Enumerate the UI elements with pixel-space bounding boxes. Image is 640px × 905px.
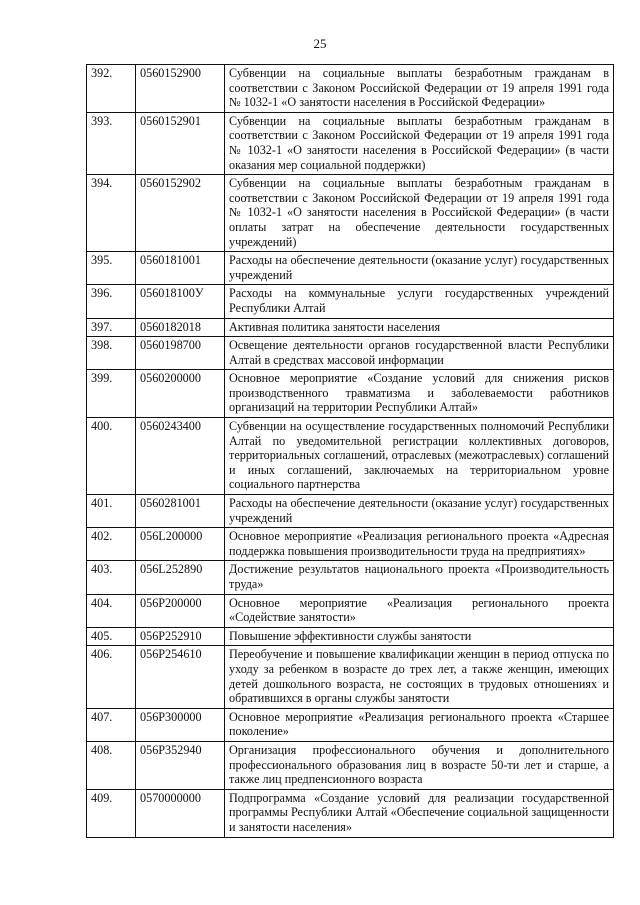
budget-code: 0560243400: [136, 418, 225, 495]
row-number: 408.: [87, 741, 136, 789]
table-row: [87, 495, 614, 528]
expense-name: Основное мероприятие «Реализация регионального проекта «Старшее поколение»: [225, 708, 614, 741]
row-number: 409.: [87, 789, 136, 837]
row-number: 395.: [87, 252, 136, 285]
expense-name: Субвенции на социальные выплаты безработным гражданам в соответствии с Законом Российской Федерации от 19 апреля 1991 года № 1032-1 «О занятости населения в Российской Федерации»: [225, 65, 614, 113]
table-row: [87, 528, 614, 561]
expense-name: Расходы на обеспечение деятельности (оказание услуг) государственных учреждений: [225, 252, 614, 285]
row-number: 406.: [87, 646, 136, 708]
expense-name: Повышение эффективности службы занятости: [225, 627, 614, 646]
table-row: [87, 112, 614, 174]
expense-name: Переобучение и повышение квалификации женщин в период отпуска по уходу за ребенком в возрасте до трех лет, а также женщин, имеющих детей дошкольного возраста, не состоящих в трудовых отношениях и обратившихся в органы службы занятости: [225, 646, 614, 708]
budget-code: 0560152901: [136, 112, 225, 174]
row-number: 394.: [87, 175, 136, 252]
table-row: [87, 252, 614, 285]
table-row: [87, 708, 614, 741]
expense-name: Основное мероприятие «Создание условий для снижения рисков производственного травматизма и заболеваемости работников организаций на территории Республики Алтай»: [225, 370, 614, 418]
expense-name: Основное мероприятие «Реализация регионального проекта «Содействие занятости»: [225, 594, 614, 627]
budget-code: 0560200000: [136, 370, 225, 418]
table-row: [87, 175, 614, 252]
row-number: 398.: [87, 337, 136, 370]
expense-name: Расходы на коммунальные услуги государственных учреждений Республики Алтай: [225, 285, 614, 318]
budget-code: 056P254610: [136, 646, 225, 708]
expense-name: Расходы на обеспечение деятельности (оказание услуг) государственных учреждений: [225, 495, 614, 528]
row-number: 393.: [87, 112, 136, 174]
expense-name: Подпрограмма «Создание условий для реализации государственной программы Республики Алтай «Обеспечение социальной защищенности и занятости населения»: [225, 789, 614, 837]
row-number: 399.: [87, 370, 136, 418]
row-number: 400.: [87, 418, 136, 495]
table-row: [87, 65, 614, 113]
budget-code: 0560182018: [136, 318, 225, 337]
budget-code: 0560198700: [136, 337, 225, 370]
expense-name: Организация профессионального обучения и дополнительного профессионального образования лиц в возрасте 50-ти лет и старше, а также лиц предпенсионного возраста: [225, 741, 614, 789]
row-number: 397.: [87, 318, 136, 337]
row-number: 405.: [87, 627, 136, 646]
budget-code: 056P252910: [136, 627, 225, 646]
expense-name: Освещение деятельности органов государственной власти Республики Алтай в средствах массовой информации: [225, 337, 614, 370]
budget-code: 0570000000: [136, 789, 225, 837]
table-row: [87, 741, 614, 789]
table-row: [87, 337, 614, 370]
budget-code: 0560152902: [136, 175, 225, 252]
budget-codes-table: [86, 64, 614, 838]
budget-code: 056P200000: [136, 594, 225, 627]
expense-name: Субвенции на социальные выплаты безработным гражданам в соответствии с Законом Российской Федерации от 19 апреля 1991 года № 1032-1 «О занятости населения в Российской Федерации» (в части оплаты затрат на обеспечение деятельности государственных учреждений): [225, 175, 614, 252]
row-number: 401.: [87, 495, 136, 528]
budget-code: 056018100У: [136, 285, 225, 318]
budget-code: 056P352940: [136, 741, 225, 789]
budget-code: 0560152900: [136, 65, 225, 113]
expense-name: Субвенции на социальные выплаты безработным гражданам в соответствии с Законом Российской Федерации от 19 апреля 1991 года № 1032-1 «О занятости населения в Российской Федерации» (в части оказания мер социальной поддержки): [225, 112, 614, 174]
table-row: [87, 789, 614, 837]
table-row: [87, 561, 614, 594]
row-number: 402.: [87, 528, 136, 561]
row-number: 392.: [87, 65, 136, 113]
budget-code: 0560181001: [136, 252, 225, 285]
budget-code: 056L252890: [136, 561, 225, 594]
row-number: 403.: [87, 561, 136, 594]
expense-name: Субвенции на осуществление государственных полномочий Республики Алтай по уведомительной регистрации коллективных договоров, территориальных соглашений, отраслевых (межотраслевых) соглашений и иных соглашений, заключаемых на территориальном уровне социального партнерства: [225, 418, 614, 495]
table-row: [87, 646, 614, 708]
row-number: 404.: [87, 594, 136, 627]
table-row: [87, 370, 614, 418]
expense-name: Достижение результатов национального проекта «Производительность труда»: [225, 561, 614, 594]
page-number: 25: [313, 36, 327, 51]
table-row: [87, 627, 614, 646]
budget-code: 056P300000: [136, 708, 225, 741]
table-row: [87, 318, 614, 337]
budget-code: 0560281001: [136, 495, 225, 528]
expense-name: Активная политика занятости населения: [225, 318, 614, 337]
table-row: [87, 594, 614, 627]
budget-code: 056L200000: [136, 528, 225, 561]
table-body: [87, 65, 614, 838]
expense-name: Основное мероприятие «Реализация регионального проекта «Адресная поддержка повышения производительности труда на предприятиях»: [225, 528, 614, 561]
row-number: 407.: [87, 708, 136, 741]
table-row: [87, 285, 614, 318]
row-number: 396.: [87, 285, 136, 318]
table-row: [87, 418, 614, 495]
